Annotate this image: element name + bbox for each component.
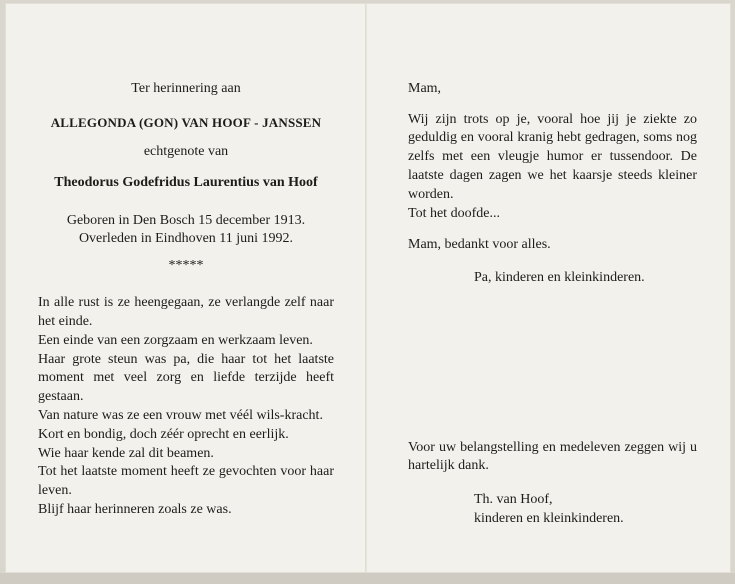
- tribute-paragraph: Wie haar kende zal dit beamen.: [38, 445, 214, 461]
- tribute-paragraph: In alle rust is ze heengegaan, ze verlangde zelf naar het einde.: [38, 295, 334, 329]
- signature-name: Th. van Hoof,: [474, 492, 553, 508]
- left-page: [38, 80, 334, 520]
- tribute-paragraph: Tot het laatste moment heeft ze gevochten voor haar leven.: [38, 464, 334, 499]
- tribute-text: [38, 294, 334, 520]
- death-line: Overleden in Eindhoven 11 juni 1992.: [78, 230, 294, 246]
- tribute-paragraph: Van nature was ze een vrouw met véél wils-kracht.: [38, 407, 323, 423]
- deceased-name: ALLEGONDA (GON) VAN HOOF - JANSSEN: [50, 114, 322, 130]
- tribute-paragraph: Haar grote steun was pa, die haar tot het laatste moment met veel zorg en liefde terzijde heeft gestaan.: [38, 351, 334, 405]
- tribute-paragraph: Kort en bondig, doch zéér oprecht en eerlijk.: [38, 426, 289, 442]
- separator-stars: *****: [168, 257, 204, 273]
- card-fold: [365, 3, 367, 573]
- scan-border: [0, 573, 735, 584]
- gratitude-text: Voor uw belangstelling en medeleven zeggen wij u hartelijk dank.: [408, 439, 697, 474]
- salutation: Mam,: [408, 81, 442, 96]
- signature-family: kinderen en kleinkinderen.: [474, 511, 624, 527]
- relation-text: echtgenote van: [143, 144, 229, 160]
- letter-text: Wij zijn trots op je, vooral hoe jij je ziekte zo geduldig en vooral kranig hebt gedragen, soms nog zelfs met een vleugje humor er tussendoor. De laatste dagen zagen we het kaarsje steeds kleiner worden.: [408, 111, 697, 202]
- right-page: [408, 80, 697, 528]
- letter-end: Tot het doofde...: [408, 205, 500, 221]
- tribute-paragraph: Blijf haar herinneren zoals ze was.: [38, 501, 232, 517]
- thanks-line: Mam, bedankt voor alles.: [408, 237, 551, 253]
- intro-text: Ter herinnering aan: [131, 81, 241, 96]
- birth-line: Geboren in Den Bosch 15 december 1913.: [66, 213, 306, 229]
- family-sign: Pa, kinderen en kleinkinderen.: [474, 269, 645, 285]
- tribute-paragraph: Een einde van een zorgzaam en werkzaam leven.: [38, 332, 313, 348]
- spouse-name: Theodorus Godefridus Laurentius van Hoof: [54, 174, 318, 190]
